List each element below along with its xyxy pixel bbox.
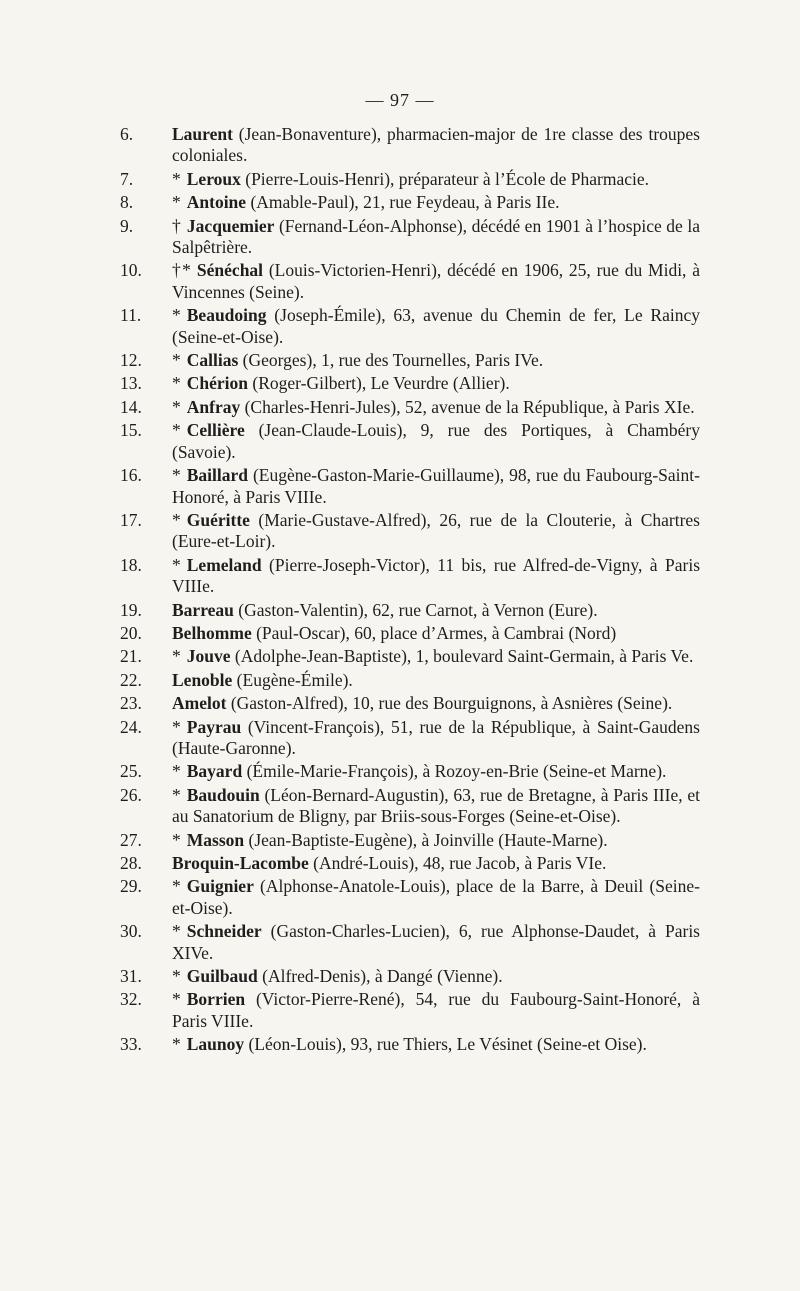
entry-mark: *	[172, 350, 181, 371]
entry-number: 10.	[120, 260, 142, 281]
entry-text	[172, 693, 700, 714]
entry-mark: *	[172, 192, 181, 213]
entry-number: 16.	[120, 465, 142, 486]
list-item	[120, 853, 700, 874]
entry-detail: (Jean-Baptiste-Eugène), à Joinville (Haute-Marne).	[244, 829, 608, 850]
list-item	[120, 1034, 700, 1055]
entry-name: Payrau	[186, 716, 242, 737]
entry-text	[172, 510, 700, 553]
entry-number: 11.	[120, 305, 142, 326]
entry-number: 30.	[120, 921, 142, 942]
entry-detail: (Victor-Pierre-René), 54, rue du Faubourg-Saint-Honoré, à Paris VIIIe.	[172, 989, 700, 1031]
entry-name: Laurent	[172, 124, 233, 144]
entry-detail: (Alphonse-Anatole-Louis), place de la Barre, à Deuil (Seine-et-Oise).	[172, 876, 700, 918]
entry-number: 14.	[120, 396, 142, 417]
entry-mark: *	[172, 784, 181, 805]
entry-detail: (Léon-Bernard-Augustin), 63, rue de Bretagne, à Paris IIIe, et au Sanatorium de Bligny, par Briis-sous-Forges (Seine-et-Oise).	[172, 784, 700, 827]
list-item	[120, 124, 700, 167]
list-item	[120, 989, 700, 1032]
entry-number: 12.	[120, 350, 142, 371]
entry-text	[172, 921, 700, 964]
entry-text	[172, 465, 700, 508]
entry-text	[172, 169, 700, 190]
entry-mark: †	[172, 215, 181, 236]
entry-detail: (André-Louis), 48, rue Jacob, à Paris VIe.	[308, 853, 607, 873]
entry-detail: (Georges), 1, rue des Tournelles, Paris IVe.	[238, 350, 544, 371]
entry-name: Guéritte	[186, 509, 250, 530]
entry-mark: *	[172, 829, 181, 850]
list-item	[120, 830, 700, 851]
page-number: — 97 —	[365, 90, 435, 110]
entry-text	[172, 966, 700, 987]
list-item	[120, 600, 700, 621]
entry-mark: *	[172, 876, 181, 897]
entry-text	[172, 420, 700, 463]
entry-number: 23.	[120, 693, 142, 714]
entry-number: 29.	[120, 876, 142, 897]
entry-detail: (Fernand-Léon-Alphonse), décédé en 1901 à l’hospice de la Salpêtrière.	[172, 215, 700, 258]
entry-name: Barreau	[172, 599, 234, 620]
entry-text	[172, 717, 700, 760]
list-item	[120, 373, 700, 394]
entry-text	[172, 853, 700, 874]
entry-text	[172, 785, 700, 828]
entry-number: 9.	[120, 215, 134, 236]
entry-detail: (Alfred-Denis), à Dangé (Vienne).	[257, 966, 503, 987]
entry-detail: (Émile-Marie-François), à Rozoy-en-Brie (Seine-et Marne).	[242, 761, 667, 782]
list-item	[120, 555, 700, 598]
entry-number: 17.	[120, 509, 142, 530]
entry-mark: *	[172, 554, 181, 575]
entry-mark: *	[172, 761, 181, 782]
entry-text	[172, 600, 700, 621]
entry-name: Jacquemier	[186, 215, 275, 236]
entry-mark: *	[172, 921, 181, 942]
entry-detail: (Gaston-Charles-Lucien), 6, rue Alphonse-Daudet, à Paris XIVe.	[172, 921, 700, 963]
entry-text	[172, 305, 700, 348]
list-item	[120, 693, 700, 714]
entry-text	[172, 646, 700, 667]
entry-name: Launoy	[186, 1034, 245, 1055]
entry-name: Chérion	[186, 373, 248, 394]
list-item	[120, 169, 700, 190]
entry-mark: †*	[172, 260, 191, 281]
entry-number: 25.	[120, 761, 142, 782]
list-item	[120, 260, 700, 303]
entry-detail: (Eugène-Émile).	[232, 669, 353, 690]
entry-mark: *	[172, 1034, 181, 1055]
entry-text	[172, 216, 700, 259]
list-item	[120, 305, 700, 348]
entry-name: Guignier	[186, 876, 254, 897]
entry-name: Leroux	[186, 168, 241, 189]
list-item	[120, 623, 700, 644]
list-item	[120, 646, 700, 667]
entry-text	[172, 876, 700, 919]
entry-name: Amelot	[172, 693, 227, 714]
entry-number: 28.	[120, 853, 142, 873]
list-item	[120, 420, 700, 463]
entry-name: Beaudoing	[186, 305, 267, 326]
entry-text	[172, 555, 700, 598]
entry-mark: *	[172, 989, 181, 1010]
entry-name: Anfray	[186, 396, 241, 417]
entry-detail: (Vincent-François), 51, rue de la République, à Saint-Gaudens (Haute-Garonne).	[172, 716, 700, 758]
entry-number: 33.	[120, 1034, 142, 1055]
entry-mark: *	[172, 716, 181, 737]
entry-mark: *	[172, 373, 181, 394]
entry-name: Cellière	[186, 420, 245, 441]
entry-detail: (Adolphe-Jean-Baptiste), 1, boulevard Saint-Germain, à Paris Ve.	[230, 646, 694, 667]
entry-list	[120, 124, 700, 1058]
entry-name: Lemeland	[186, 554, 262, 575]
list-item	[120, 785, 700, 828]
list-item	[120, 670, 700, 691]
entry-number: 31.	[120, 966, 142, 987]
entry-name: Sénéchal	[196, 260, 264, 281]
entry-name: Guilbaud	[186, 966, 258, 987]
entry-detail: (Louis-Victorien-Henri), décédé en 1906, 25, rue du Midi, à Vincennes (Seine).	[172, 260, 700, 302]
list-item	[120, 510, 700, 553]
entry-detail: (Pierre-Joseph-Victor), 11 bis, rue Alfred-de-Vigny, à Paris VIIIe.	[172, 554, 700, 597]
entry-name: Masson	[186, 829, 245, 850]
entry-detail: (Roger-Gilbert), Le Veurdre (Allier).	[248, 373, 510, 394]
entry-detail: (Charles-Henri-Jules), 52, avenue de la République, à Paris XIe.	[240, 396, 695, 417]
entry-text	[172, 830, 700, 851]
entry-number: 8.	[120, 192, 134, 213]
entry-name: Antoine	[186, 192, 247, 213]
entry-text	[172, 350, 700, 371]
entry-detail: (Amable-Paul), 21, rue Feydeau, à Paris IIe.	[246, 192, 560, 213]
entry-name: Bayard	[186, 761, 243, 782]
entry-name: Broquin-Lacombe	[172, 853, 309, 873]
list-item	[120, 350, 700, 371]
entry-text	[172, 397, 700, 418]
entry-mark: *	[172, 966, 181, 987]
entry-number: 20.	[120, 622, 142, 643]
entry-text	[172, 670, 700, 691]
list-item	[120, 761, 700, 782]
entry-number: 26.	[120, 784, 142, 805]
entry-number: 21.	[120, 646, 142, 667]
entry-text	[172, 1034, 700, 1055]
entry-name: Lenoble	[172, 669, 233, 690]
entry-text	[172, 124, 700, 167]
entry-number: 7.	[120, 168, 134, 189]
entry-text	[172, 192, 700, 213]
list-item	[120, 876, 700, 919]
entry-name: Borrien	[186, 989, 246, 1010]
entry-number: 24.	[120, 716, 142, 737]
entry-detail: (Marie-Gustave-Alfred), 26, rue de la Clouterie, à Chartres (Eure-et-Loir).	[172, 509, 700, 552]
entry-text	[172, 761, 700, 782]
entry-number: 27.	[120, 829, 142, 850]
entry-number: 13.	[120, 373, 142, 394]
entry-mark: *	[172, 420, 181, 441]
entry-detail: (Jean-Bonaventure), pharmacien-major de 1re classe des troupes coloniales.	[172, 124, 700, 166]
entry-number: 15.	[120, 420, 142, 441]
entry-detail: (Léon-Louis), 93, rue Thiers, Le Vésinet (Seine-et Oise).	[244, 1034, 647, 1055]
entry-number: 18.	[120, 554, 142, 575]
entry-text	[172, 623, 700, 644]
list-item	[120, 192, 700, 213]
entry-detail: (Eugène-Gaston-Marie-Guillaume), 98, rue du Faubourg-Saint-Honoré, à Paris VIIIe.	[172, 465, 700, 507]
entry-number: 22.	[120, 669, 142, 690]
entry-detail: (Gaston-Alfred), 10, rue des Bourguignons, à Asnières (Seine).	[226, 693, 673, 714]
entry-detail: (Jean-Claude-Louis), 9, rue des Portiques, à Chambéry (Savoie).	[172, 420, 700, 462]
entry-mark: *	[172, 396, 181, 417]
entry-name: Belhomme	[172, 622, 252, 643]
entry-detail: (Joseph-Émile), 63, avenue du Chemin de fer, Le Raincy (Seine-et-Oise).	[172, 305, 700, 347]
entry-number: 6.	[120, 124, 134, 144]
list-item	[120, 921, 700, 964]
list-item	[120, 465, 700, 508]
entry-name: Schneider	[186, 921, 262, 942]
list-item	[120, 216, 700, 259]
list-item	[120, 397, 700, 418]
entry-mark: *	[172, 305, 181, 326]
entry-name: Jouve	[186, 646, 231, 667]
entry-text	[172, 989, 700, 1032]
entry-mark: *	[172, 646, 181, 667]
entry-text	[172, 260, 700, 303]
entry-detail: (Gaston-Valentin), 62, rue Carnot, à Vernon (Eure).	[233, 599, 598, 620]
entry-name: Callias	[186, 350, 239, 371]
entry-detail: (Paul-Oscar), 60, place d’Armes, à Cambrai (Nord)	[251, 622, 617, 643]
entry-mark: *	[172, 465, 181, 486]
entry-number: 32.	[120, 989, 142, 1010]
entry-name: Baudouin	[186, 784, 260, 805]
entry-mark: *	[172, 509, 181, 530]
entry-detail: (Pierre-Louis-Henri), préparateur à l’École de Pharmacie.	[240, 168, 650, 189]
entry-mark: *	[172, 168, 181, 189]
entry-name: Baillard	[186, 465, 249, 486]
entry-text	[172, 373, 700, 394]
list-item	[120, 717, 700, 760]
list-item	[120, 966, 700, 987]
entry-number: 19.	[120, 599, 142, 620]
